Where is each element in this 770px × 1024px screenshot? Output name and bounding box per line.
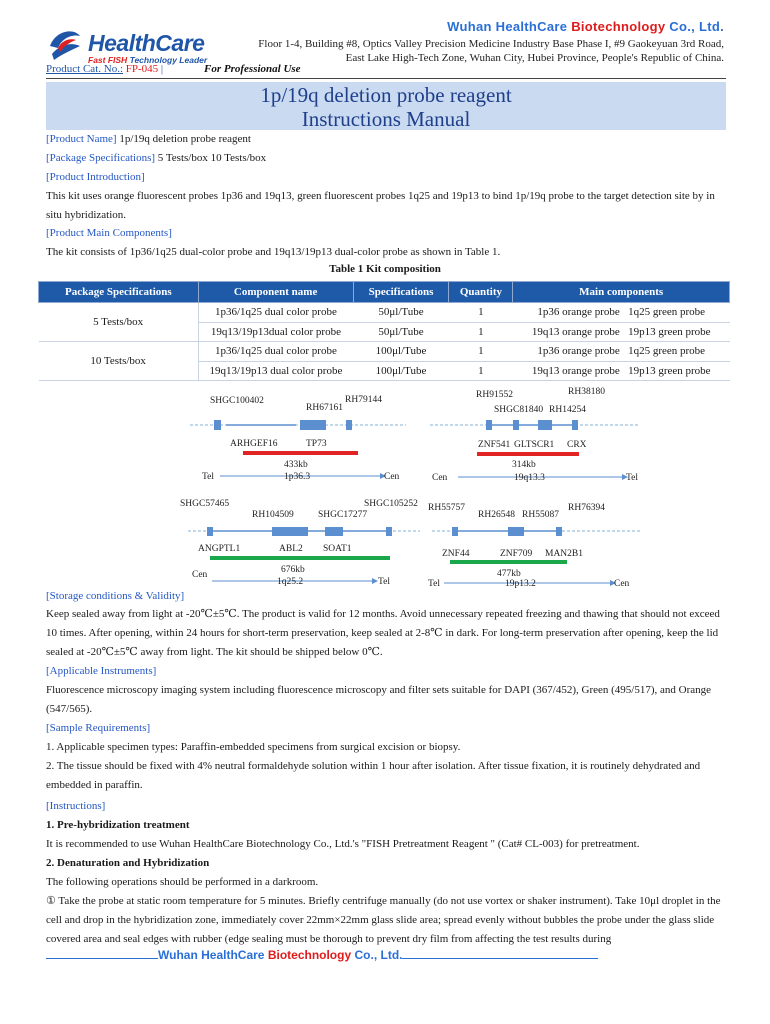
gene-label: GLTSCR1 — [514, 440, 555, 450]
diagram-19q13 — [430, 387, 640, 483]
storage-text: Keep sealed away from light at -20℃±5℃. The product is valid for 12 months. Avoid unnecessary repeated freezing and thawing that should not exceed 10 times. After opening, within 24 hours for short-term preservation, keep sealed at 2-8℃ in dark. For long-term preservation after opening, keep the lid sealed at -20℃±5℃ away from light. The kit should be shipped below 0℃. — [46, 608, 720, 658]
marker-label: RH76394 — [568, 503, 605, 513]
locus-label: 1p36.3 — [284, 472, 311, 482]
step2-item-1: ① Take the probe at static room temperature for 5 minutes. Briefly centrifuge manually (do not use vortex or shaker instrument). Take 10μl droplet in the cell and drop in the hybridization zone, immediately cover 22mm×22mm glass slide area; spread evenly without bubbles the probe under the glass slide covered area and seal edges with rubber (edge sealing must be thorough to prevent dry film from affecting the test results during — [46, 895, 721, 945]
gene-label: ZNF709 — [500, 549, 533, 559]
marker-label: RH26548 — [478, 510, 515, 520]
probe-bar-orange — [243, 451, 358, 455]
gene-label: ABL2 — [279, 544, 303, 554]
instruments-heading: [Applicable Instruments] — [46, 665, 157, 677]
marker-label: RH104509 — [252, 510, 294, 520]
package-cell: 5 Tests/box — [39, 303, 199, 342]
spec-cell: 100μl/Tube — [353, 361, 449, 381]
component-cell: 1p36/1q25 dual color probe — [198, 342, 353, 362]
company-name: Wuhan HealthCare Biotechnology Co., Ltd. — [447, 19, 724, 34]
logo-wordmark: HealthCare — [88, 30, 205, 56]
tel-label: Tel — [428, 579, 440, 589]
tel-label: Tel — [626, 473, 638, 483]
spec-cell: 100μl/Tube — [353, 342, 449, 362]
col-header-spec: Specifications — [353, 282, 449, 303]
marker-label: RH14254 — [549, 405, 586, 415]
professional-use-label: For Professional Use — [204, 63, 301, 75]
main-cell: 19q13 orange probe 19p13 green probe — [513, 322, 730, 342]
step2-text: The following operations should be performed in a darkroom. — [46, 876, 319, 888]
locus-label: 19p13.2 — [505, 579, 536, 589]
cen-label: Cen — [614, 579, 630, 589]
components-heading: [Product Main Components] — [46, 227, 172, 239]
probe-bar-orange — [477, 452, 579, 456]
spec-cell: 50μl/Tube — [353, 303, 449, 323]
probe-size: 676kb — [281, 565, 305, 575]
footer-rule-left — [46, 958, 158, 959]
tel-label: Tel — [202, 472, 214, 482]
instructions-heading: [Instructions] — [46, 800, 106, 812]
probe-size: 433kb — [284, 460, 308, 470]
component-cell: 19q13/19p13 dual color probe — [198, 361, 353, 381]
cen-label: Cen — [384, 472, 400, 482]
marker-label: RH55757 — [428, 503, 465, 513]
locus-label: 19q13.3 — [514, 473, 545, 483]
footer-rule-right — [402, 958, 598, 959]
component-cell: 19q13/19p13dual color probe — [198, 322, 353, 342]
col-header-quantity: Quantity — [449, 282, 513, 303]
main-cell: 1p36 orange probe 1q25 green probe — [513, 342, 730, 362]
components-text: The kit consists of 1p36/1q25 dual-color probe and 19q13/19p13 dual-color probe as shown in Table 1. — [46, 246, 501, 258]
gene-label: CRX — [567, 440, 587, 450]
document-title: 1p/19q deletion probe reagent — [260, 83, 512, 107]
instruments-text: Fluorescence microscopy imaging system including fluorescence microscopy and filter sets suitable for DAPI (367/452), Green (495/517), and Orange (547/565). — [46, 684, 712, 715]
spec-cell: 50μl/Tube — [353, 322, 449, 342]
intro-heading: [Product Introduction] — [46, 171, 145, 183]
gene-label: ZNF541 — [478, 440, 511, 450]
probe-bar-green — [450, 560, 567, 564]
qty-cell: 1 — [449, 361, 513, 381]
sample-item-1: 1. Applicable specimen types: Paraffin-embedded specimens from surgical excision or biopsy. — [46, 741, 461, 753]
cen-label: Cen — [192, 570, 208, 580]
intro-text: This kit uses orange fluorescent probes 1p36 and 19q13, green fluorescent probes 1q25 and 19p13 to bind 1p/19q probe to the target detection site by in situ hybridization. — [46, 190, 715, 221]
package-spec-line: [Package Specifications] 5 Tests/box 10 Tests/box — [46, 152, 267, 164]
step2-title: 2. Denaturation and Hybridization — [46, 857, 210, 869]
marker-label: RH91552 — [476, 390, 513, 400]
storage-heading: [Storage conditions & Validity] — [46, 590, 185, 602]
sample-item-2: 2. The tissue should be fixed with 4% neutral formaldehyde solution within 1 hour after isolation. After tissue fixation, it is routinely dehydrated and embedded in paraffin. — [46, 760, 701, 791]
step1-title: 1. Pre-hybridization treatment — [46, 819, 190, 831]
marker-label: RH55087 — [522, 510, 559, 520]
marker-label: SHGC17277 — [318, 510, 368, 520]
col-header-package: Package Specifications — [39, 282, 199, 303]
product-cat-no: Product Cat. No.: FP-045 | — [46, 63, 164, 75]
locus-label: 1q25.2 — [277, 577, 304, 587]
table-caption: Table 1 Kit composition — [329, 263, 441, 275]
marker-label: RH79144 — [345, 395, 382, 405]
gene-label: ZNF44 — [442, 549, 470, 559]
product-name-line: [Product Name] 1p/19q deletion probe reagent — [46, 133, 251, 145]
qty-cell: 1 — [449, 322, 513, 342]
main-cell: 1p36 orange probe 1q25 green probe — [513, 303, 730, 323]
main-cell: 19q13 orange probe 19p13 green probe — [513, 361, 730, 381]
sample-heading: [Sample Requirements] — [46, 722, 151, 734]
marker-label: SHGC57465 — [180, 499, 230, 509]
probe-bar-green — [210, 556, 390, 560]
gene-label: SOAT1 — [323, 544, 352, 554]
gene-label: MAN2B1 — [545, 549, 584, 559]
marker-label: SHGC100402 — [210, 396, 264, 406]
footer-company: Wuhan HealthCare Biotechnology Co., Ltd. — [46, 948, 626, 962]
package-cell: 10 Tests/box — [39, 342, 199, 381]
logo-tagline: Fast FISH Technology Leader — [88, 55, 208, 65]
marker-label: SHGC105252 — [364, 499, 418, 509]
diagram-1q25 — [180, 499, 420, 587]
qty-cell: 1 — [449, 303, 513, 323]
component-cell: 1p36/1q25 dual color probe — [198, 303, 353, 323]
diagram-1p36 — [190, 395, 406, 482]
col-header-main: Main components — [513, 282, 730, 303]
gene-label: ARHGEF16 — [230, 439, 278, 449]
gene-label: ANGPTL1 — [198, 544, 241, 554]
probe-size: 314kb — [512, 460, 536, 470]
cen-label: Cen — [432, 473, 448, 483]
company-address: Floor 1-4, Building #8, Optics Valley Precision Medicine Industry Base Phase I, #9 Gaokeyuan 3rd Road, East Lake High-Tech Zone, Wuhan City, Hubei Province, People's Republic of China. — [258, 38, 724, 64]
step1-text: It is recommended to use Wuhan HealthCare Biotechnology Co., Ltd.'s "FISH Pretreatment Reagent " (Cat# CL-003) for pretreatment. — [46, 838, 640, 850]
marker-label: SHGC81840 — [494, 405, 544, 415]
marker-label: RH38180 — [568, 387, 605, 397]
diagram-19p13 — [428, 503, 640, 589]
col-header-component: Component name — [198, 282, 353, 303]
probe-size: 477kb — [497, 569, 521, 579]
gene-label: TP73 — [306, 439, 327, 449]
qty-cell: 1 — [449, 342, 513, 362]
document-subtitle: Instructions Manual — [301, 107, 471, 131]
tel-label: Tel — [378, 577, 390, 587]
marker-label: RH67161 — [306, 403, 343, 413]
